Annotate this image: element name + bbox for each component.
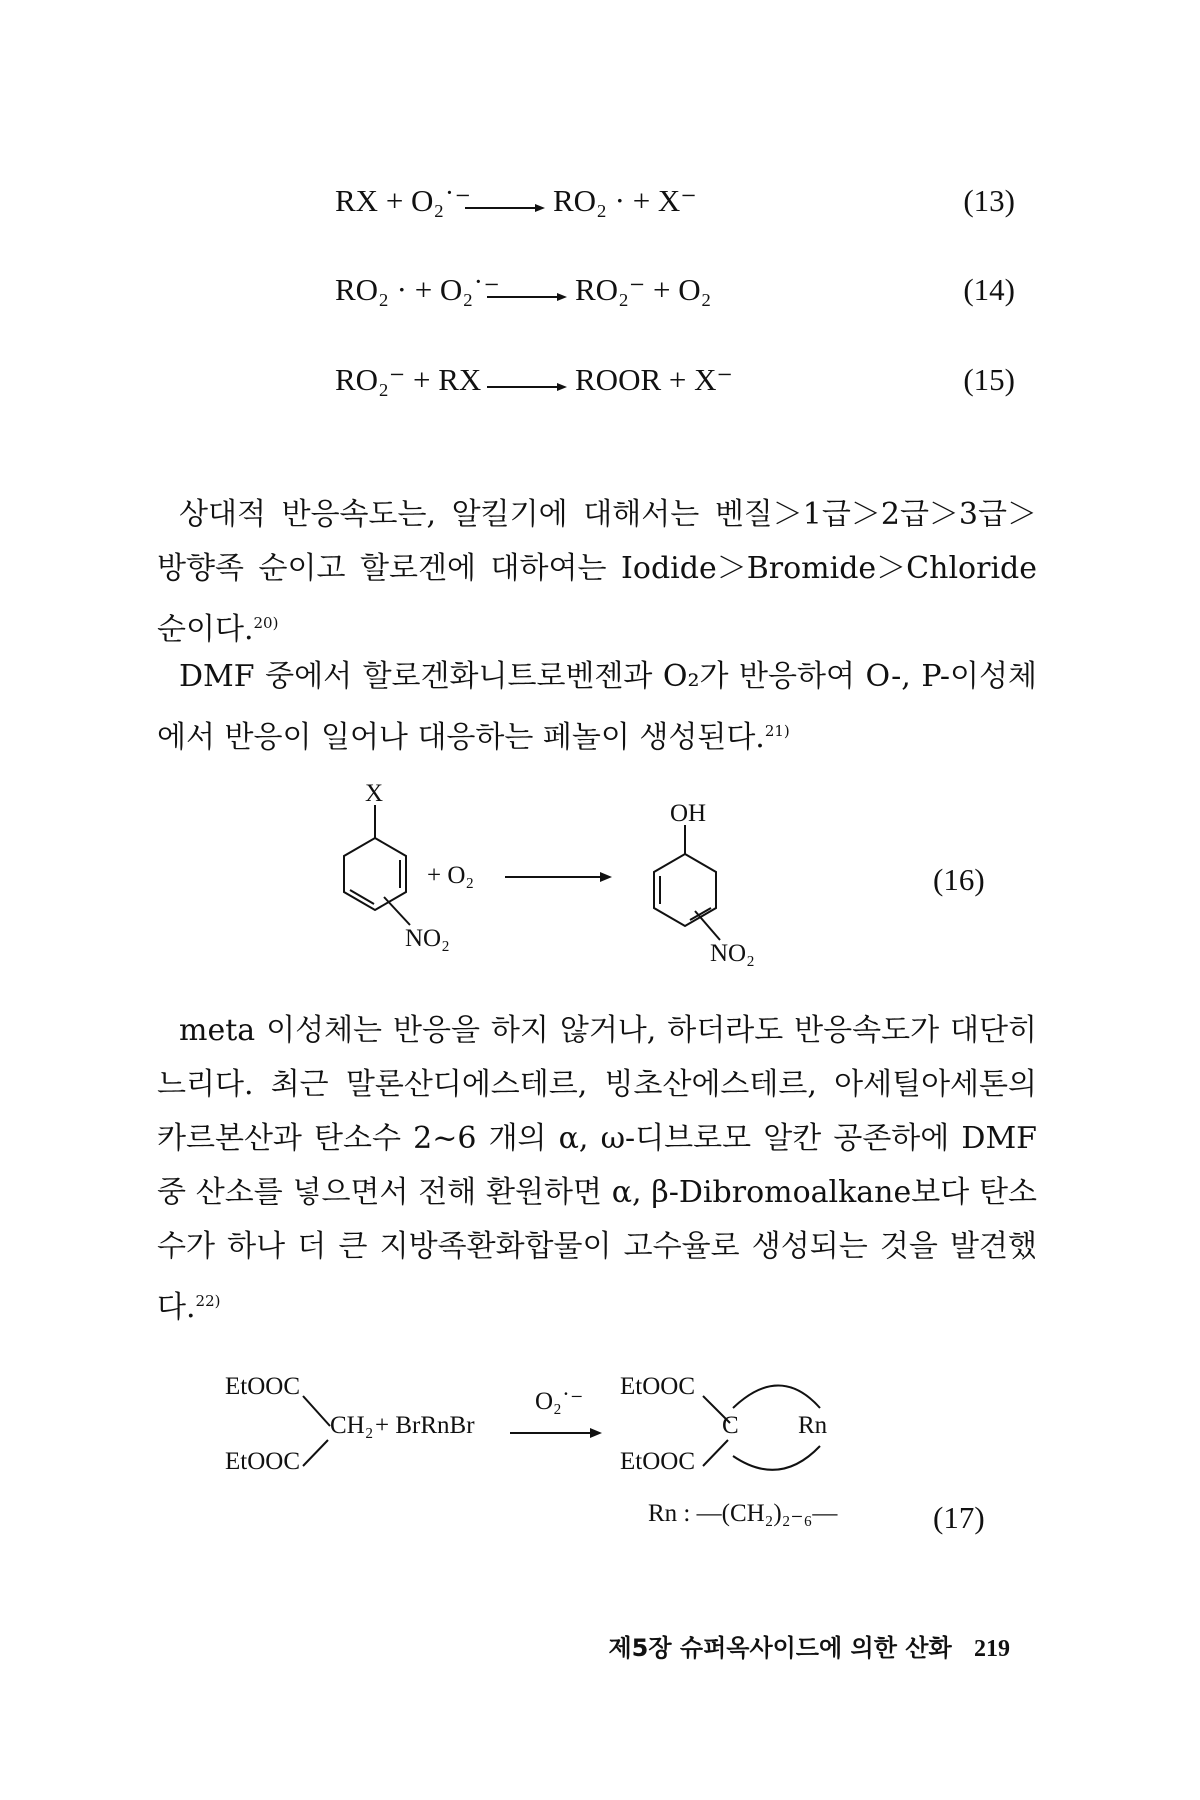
paragraph-meta-isomer bbox=[157, 1004, 1037, 1335]
reaction-scheme-16 bbox=[300, 780, 1040, 980]
equation-13 bbox=[335, 183, 1015, 233]
equation-lhs: RX + O₂˙⁻ bbox=[335, 183, 471, 218]
equation-number: (14) bbox=[963, 272, 1015, 307]
rn-definition: Rn : —(CH₂)₂₋₆— bbox=[648, 1500, 838, 1527]
reaction-arrow bbox=[465, 203, 545, 213]
equation-rhs: ROOR + X⁻ bbox=[575, 362, 733, 397]
paragraph-text: meta 이성체는 반응을 하지 않거나, 하더라도 반응속도가 대단히 느리다. 최근 말론산디에스테르, 빙초산에스테르, 아세틸아세톤의 카르본산과 탄소수 2~6 개의 α, ω-디브로모 알칸 공존하에 DMF 중 산소를 넣으면서 전해 환원하면 α, β-Dibromoalkane보다 탄소수가 하나 더 큰 지방족환화합물이 고수율로 생성되는 것을 발견했다. bbox=[157, 1013, 1037, 1325]
reaction-arrow bbox=[510, 1428, 602, 1438]
nitro-label: NO₂ bbox=[710, 940, 755, 967]
equation-number: (13) bbox=[963, 183, 1015, 218]
reaction-arrow bbox=[505, 872, 612, 882]
chapter-title: 제5장 슈퍼옥사이드에 의한 산화 bbox=[608, 1634, 952, 1662]
equation-lhs: RO₂ · + O₂˙⁻ bbox=[335, 272, 500, 307]
reference-marker: 20) bbox=[253, 614, 279, 632]
reaction-arrow bbox=[487, 382, 567, 392]
equation-lhs: RO₂⁻ + RX bbox=[335, 362, 482, 397]
equation-14 bbox=[335, 272, 1015, 322]
ch2-label: CH₂ bbox=[330, 1412, 374, 1439]
ester-label: EtOOC bbox=[620, 1448, 695, 1475]
substituent-x-label: X bbox=[365, 780, 384, 807]
reaction-scheme-17 bbox=[220, 1368, 1040, 1553]
paragraph-nitrobenzene bbox=[157, 650, 1037, 765]
equation-number: (15) bbox=[963, 362, 1015, 397]
nitro-label: NO₂ bbox=[405, 925, 450, 952]
equation-number-17: (17) bbox=[933, 1500, 985, 1535]
substituent-oh-label: OH bbox=[670, 800, 707, 827]
paragraph-reaction-rate bbox=[157, 488, 1037, 657]
benzene-ring-reactant bbox=[344, 805, 410, 925]
rn-label: Rn bbox=[798, 1412, 828, 1439]
equation-number-16: (16) bbox=[933, 862, 985, 897]
ester-label: EtOOC bbox=[620, 1373, 695, 1400]
equation-15 bbox=[335, 362, 1015, 412]
ester-label: EtOOC bbox=[225, 1373, 300, 1400]
ring-carbon-label: C bbox=[722, 1412, 739, 1439]
benzene-ring-product bbox=[654, 825, 720, 940]
page-footer bbox=[570, 1628, 1010, 1663]
reagent-label: + BrRnBr bbox=[375, 1412, 475, 1439]
page-number: 219 bbox=[974, 1636, 1010, 1662]
superoxide-label: O₂˙⁻ bbox=[535, 1388, 584, 1415]
reference-marker: 21) bbox=[764, 722, 790, 740]
ester-label: EtOOC bbox=[225, 1448, 300, 1475]
reference-marker: 22) bbox=[195, 1292, 221, 1310]
paragraph-text: 상대적 반응속도는, 알킬기에 대해서는 벤질＞1급＞2급＞3급＞방향족 순이고 할로겐에 대하여는 Iodide＞Bromide＞Chloride 순이다. bbox=[157, 497, 1037, 647]
reaction-arrow bbox=[487, 292, 567, 302]
reagent-o2-label: + O₂ bbox=[427, 862, 475, 889]
equation-rhs: RO₂⁻ + O₂ bbox=[575, 272, 712, 307]
equation-rhs: RO₂ · + X⁻ bbox=[553, 183, 697, 218]
paragraph-text: DMF 중에서 할로겐화니트로벤젠과 O₂가 반응하여 O-, P-이성체에서 반응이 일어나 대응하는 페놀이 생성된다. bbox=[157, 659, 1037, 755]
